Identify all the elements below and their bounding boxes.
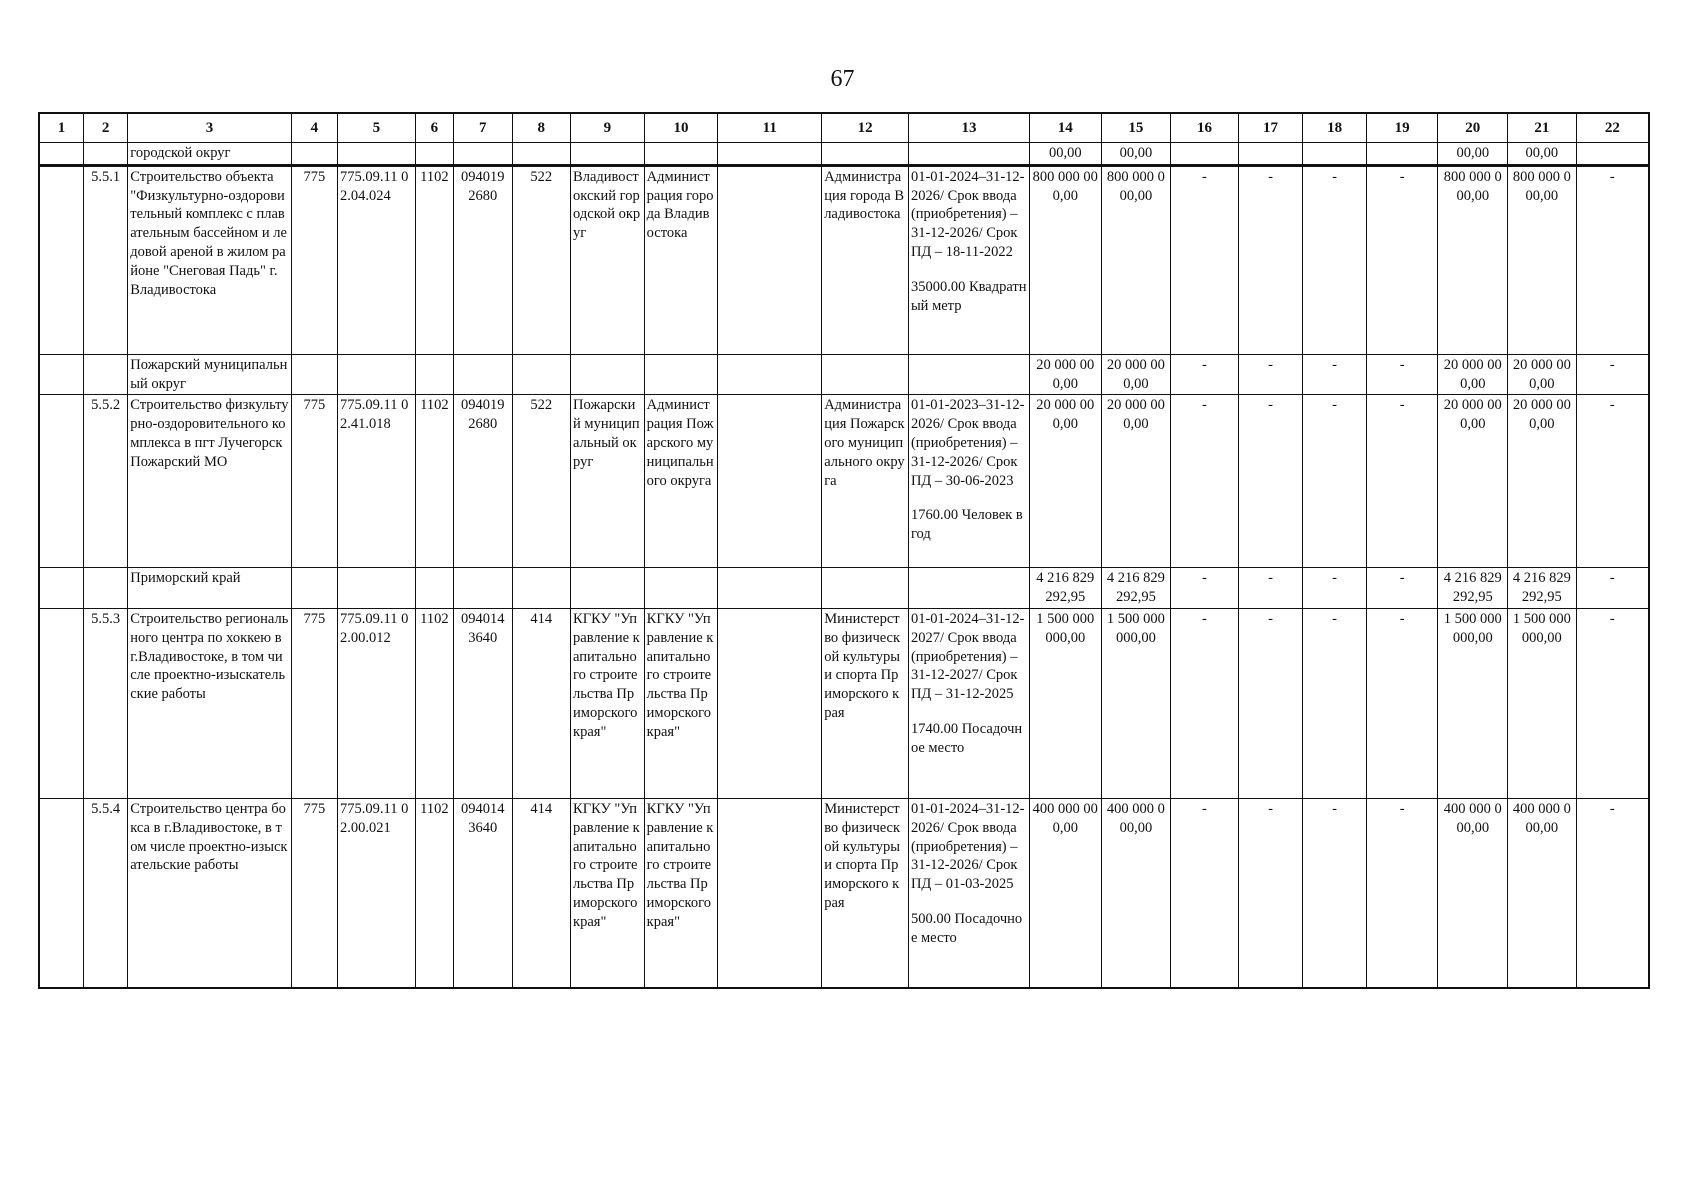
cell-col-16: - bbox=[1171, 354, 1239, 395]
cell-col-21: 800 000 000,00 bbox=[1508, 165, 1577, 354]
cell-col-9: Владивостокский городской округ bbox=[571, 165, 645, 354]
column-header-9: 9 bbox=[571, 113, 645, 143]
cell-col-17: - bbox=[1238, 798, 1303, 988]
cell-col-22: - bbox=[1576, 798, 1649, 988]
cell-col-9 bbox=[571, 143, 645, 166]
cell-col-9: КГКУ "Управление капитального строительства Приморского края" bbox=[571, 608, 645, 798]
cell-col-8 bbox=[512, 143, 571, 166]
cell-col-15: 20 000 000,00 bbox=[1101, 354, 1171, 395]
cell-col-10 bbox=[644, 354, 718, 395]
cell-col-5: 775.09.11 02.00.012 bbox=[338, 608, 416, 798]
cell-col-16: - bbox=[1171, 165, 1239, 354]
cell-col-21: 00,00 bbox=[1508, 143, 1577, 166]
column-header-1: 1 bbox=[39, 113, 83, 143]
cell-col-1 bbox=[39, 608, 83, 798]
cell-col-21: 20 000 000,00 bbox=[1508, 395, 1577, 568]
cell-col-22: - bbox=[1576, 354, 1649, 395]
cell-col-3: Строительство физкультурно-оздоровительного комплекса в пгт Лучегорск Пожарский МО bbox=[128, 395, 291, 568]
cell-col-16: - bbox=[1171, 608, 1239, 798]
spacer bbox=[911, 490, 1027, 506]
cell-col-9 bbox=[571, 568, 645, 609]
cell-col-19: - bbox=[1366, 165, 1438, 354]
cell-col-5: 775.09.11 02.41.018 bbox=[338, 395, 416, 568]
cell-col-21: 400 000 000,00 bbox=[1508, 798, 1577, 988]
cell-col-19 bbox=[1366, 143, 1438, 166]
subtotal-row bbox=[39, 143, 1649, 166]
cell-col-15: 00,00 bbox=[1101, 143, 1171, 166]
cell-col-17: - bbox=[1238, 165, 1303, 354]
cell-col-18: - bbox=[1303, 165, 1367, 354]
subtotal-row bbox=[39, 568, 1649, 609]
cell-col-4 bbox=[291, 354, 337, 395]
table-row bbox=[39, 798, 1649, 988]
column-header-14: 14 bbox=[1029, 113, 1101, 143]
cell-col-6: 1102 bbox=[415, 165, 453, 354]
cell-col-3: Строительство объекта "Физкультурно-оздоровительный комплекс с плавательным бассейном и ледовой ареной в жилом районе "Снеговая Падь" г. Владивостока bbox=[128, 165, 291, 354]
table-row bbox=[39, 608, 1649, 798]
cell-col-12: Министерство физической культуры и спорта Приморского края bbox=[822, 798, 909, 988]
cell-col-7: 094014 3640 bbox=[454, 798, 513, 988]
cell-col-14: 400 000 000,00 bbox=[1029, 798, 1101, 988]
cell-col-1 bbox=[39, 798, 83, 988]
cell-col-6 bbox=[415, 143, 453, 166]
cell-col-22 bbox=[1576, 143, 1649, 166]
cell-col-12: Администрация города Владивостока bbox=[822, 165, 909, 354]
cell-col-10 bbox=[644, 568, 718, 609]
cell-col-4 bbox=[291, 568, 337, 609]
cell-col-14: 800 000 000,00 bbox=[1029, 165, 1101, 354]
cell-col-18 bbox=[1303, 143, 1367, 166]
column-header-2: 2 bbox=[83, 113, 127, 143]
cell-col-7 bbox=[454, 354, 513, 395]
cell-col-10: Администрация города Владивостока bbox=[644, 165, 718, 354]
cell-col-19: - bbox=[1366, 608, 1438, 798]
cell-col-12: Администрация Пожарского муниципального округа bbox=[822, 395, 909, 568]
cell-col-14: 00,00 bbox=[1029, 143, 1101, 166]
cell-col-15: 1 500 000 000,00 bbox=[1101, 608, 1171, 798]
cell-col-20: 400 000 000,00 bbox=[1438, 798, 1508, 988]
cell-col-8 bbox=[512, 568, 571, 609]
cell-col-1 bbox=[39, 354, 83, 395]
cell-col-15: 4 216 829 292,95 bbox=[1101, 568, 1171, 609]
column-header-4: 4 bbox=[291, 113, 337, 143]
cell-col-18: - bbox=[1303, 354, 1367, 395]
column-header-11: 11 bbox=[718, 113, 822, 143]
column-header-16: 16 bbox=[1171, 113, 1239, 143]
column-header-12: 12 bbox=[822, 113, 909, 143]
cell-col-5: 775.09.11 02.00.021 bbox=[338, 798, 416, 988]
cell-col-1 bbox=[39, 395, 83, 568]
cell-col-22: - bbox=[1576, 608, 1649, 798]
cell-col-20: 1 500 000 000,00 bbox=[1438, 608, 1508, 798]
column-header-19: 19 bbox=[1366, 113, 1438, 143]
cell-col-11 bbox=[718, 568, 822, 609]
cell-col-13 bbox=[908, 354, 1029, 395]
cell-col-9: КГКУ "Управление капитального строительства Приморского края" bbox=[571, 798, 645, 988]
cell-col-2 bbox=[83, 568, 127, 609]
cell-col-2: 5.5.1 bbox=[83, 165, 127, 354]
cell-col-19: - bbox=[1366, 798, 1438, 988]
cell-col-5: 775.09.11 02.04.024 bbox=[338, 165, 416, 354]
cell-col-14: 20 000 000,00 bbox=[1029, 354, 1101, 395]
cell-col-11 bbox=[718, 165, 822, 354]
cell-col-22: - bbox=[1576, 395, 1649, 568]
cell-col-11 bbox=[718, 798, 822, 988]
capacity-text: 1760.00 Человек в год bbox=[910, 507, 1023, 543]
column-header-20: 20 bbox=[1438, 113, 1508, 143]
cell-col-13 bbox=[908, 798, 1029, 988]
cell-col-6: 1102 bbox=[415, 395, 453, 568]
cell-col-17 bbox=[1238, 143, 1303, 166]
cell-col-20: 800 000 000,00 bbox=[1438, 165, 1508, 354]
column-header-7: 7 bbox=[454, 113, 513, 143]
cell-col-20: 00,00 bbox=[1438, 143, 1508, 166]
cell-col-12 bbox=[822, 354, 909, 395]
table-row bbox=[39, 165, 1649, 354]
cell-col-4: 775 bbox=[291, 395, 337, 568]
cell-col-15: 20 000 000,00 bbox=[1101, 395, 1171, 568]
cell-col-2 bbox=[83, 354, 127, 395]
cell-col-17: - bbox=[1238, 568, 1303, 609]
cell-col-11 bbox=[718, 354, 822, 395]
column-header-3: 3 bbox=[128, 113, 291, 143]
column-header-22: 22 bbox=[1576, 113, 1649, 143]
column-header-15: 15 bbox=[1101, 113, 1171, 143]
cell-col-8: 522 bbox=[512, 395, 571, 568]
column-header-6: 6 bbox=[415, 113, 453, 143]
cell-col-2 bbox=[83, 143, 127, 166]
cell-col-18: - bbox=[1303, 568, 1367, 609]
cell-col-17: - bbox=[1238, 354, 1303, 395]
schedule-text: 01-01-2023–31-12-2026/ Срок ввода (приобретения) – 31-12-2026/ Срок ПД – 30-06-2023 bbox=[910, 397, 1025, 489]
cell-col-8: 414 bbox=[512, 608, 571, 798]
cell-col-17: - bbox=[1238, 608, 1303, 798]
cell-col-19: - bbox=[1366, 568, 1438, 609]
page-number: 67 bbox=[830, 66, 855, 92]
cell-col-9 bbox=[571, 354, 645, 395]
cell-col-2: 5.5.4 bbox=[83, 798, 127, 988]
column-header-17: 17 bbox=[1238, 113, 1303, 143]
cell-col-18: - bbox=[1303, 798, 1367, 988]
cell-col-1 bbox=[39, 568, 83, 609]
schedule-text: 01-01-2024–31-12-2026/ Срок ввода (приобретения) – 31-12-2026/ Срок ПД – 18-11-2022 bbox=[910, 168, 1025, 260]
cell-col-20: 20 000 000,00 bbox=[1438, 395, 1508, 568]
subtotal-row bbox=[39, 354, 1649, 395]
cell-col-20: 20 000 000,00 bbox=[1438, 354, 1508, 395]
header-row bbox=[39, 113, 1649, 143]
table-row bbox=[39, 395, 1649, 568]
cell-col-7: 094014 3640 bbox=[454, 608, 513, 798]
cell-col-22: - bbox=[1576, 165, 1649, 354]
cell-col-3: Приморский край bbox=[128, 568, 291, 609]
column-header-5: 5 bbox=[338, 113, 416, 143]
cell-col-16 bbox=[1171, 143, 1239, 166]
cell-col-6: 1102 bbox=[415, 798, 453, 988]
spacer bbox=[911, 894, 1027, 910]
cell-col-7 bbox=[454, 143, 513, 166]
cell-col-14: 1 500 000 000,00 bbox=[1029, 608, 1101, 798]
cell-col-18: - bbox=[1303, 395, 1367, 568]
cell-col-7: 094019 2680 bbox=[454, 395, 513, 568]
cell-col-3: Пожарский муниципальный округ bbox=[128, 354, 291, 395]
spacer bbox=[911, 262, 1027, 278]
cell-col-4: 775 bbox=[291, 165, 337, 354]
cell-col-19: - bbox=[1366, 354, 1438, 395]
cell-col-15: 400 000 000,00 bbox=[1101, 798, 1171, 988]
cell-col-19: - bbox=[1366, 395, 1438, 568]
cell-col-8: 522 bbox=[512, 165, 571, 354]
cell-col-13 bbox=[908, 568, 1029, 609]
cell-col-13 bbox=[908, 395, 1029, 568]
cell-col-22: - bbox=[1576, 568, 1649, 609]
column-header-10: 10 bbox=[644, 113, 718, 143]
cell-col-18: - bbox=[1303, 608, 1367, 798]
cell-col-3: городской округ bbox=[128, 143, 291, 166]
cell-col-6 bbox=[415, 568, 453, 609]
cell-col-14: 20 000 000,00 bbox=[1029, 395, 1101, 568]
cell-col-10: КГКУ "Управление капитального строительства Приморского края" bbox=[644, 608, 718, 798]
cell-col-6: 1102 bbox=[415, 608, 453, 798]
cell-col-3: Строительство центра бокса в г.Владивостоке, в том числе проектно-изыскательские работы bbox=[128, 798, 291, 988]
cell-col-5 bbox=[338, 143, 416, 166]
cell-col-2: 5.5.2 bbox=[83, 395, 127, 568]
cell-col-12 bbox=[822, 143, 909, 166]
cell-col-9: Пожарский муниципальный округ bbox=[571, 395, 645, 568]
cell-col-8: 414 bbox=[512, 798, 571, 988]
cell-col-10: Администрация Пожарского муниципального округа bbox=[644, 395, 718, 568]
capacity-text: 500.00 Посадочное место bbox=[910, 910, 1023, 946]
cell-col-13 bbox=[908, 608, 1029, 798]
cell-col-14: 4 216 829 292,95 bbox=[1029, 568, 1101, 609]
cell-col-7: 094019 2680 bbox=[454, 165, 513, 354]
cell-col-7 bbox=[454, 568, 513, 609]
cell-col-20: 4 216 829 292,95 bbox=[1438, 568, 1508, 609]
cell-col-5 bbox=[338, 568, 416, 609]
capacity-text: 1740.00 Посадочное место bbox=[910, 720, 1023, 756]
column-header-13: 13 bbox=[908, 113, 1029, 143]
cell-col-4: 775 bbox=[291, 798, 337, 988]
cell-col-17: - bbox=[1238, 395, 1303, 568]
cell-col-12: Министерство физической культуры и спорта Приморского края bbox=[822, 608, 909, 798]
schedule-text: 01-01-2024–31-12-2027/ Срок ввода (приобретения) – 31-12-2027/ Срок ПД – 31-12-2025 bbox=[910, 610, 1025, 703]
cell-col-8 bbox=[512, 354, 571, 395]
cell-col-11 bbox=[718, 143, 822, 166]
cell-col-3: Строительство регионального центра по хоккею в г.Владивостоке, в том числе проектно-изыскательские работы bbox=[128, 608, 291, 798]
cell-col-21: 1 500 000 000,00 bbox=[1508, 608, 1577, 798]
cell-col-16: - bbox=[1171, 568, 1239, 609]
cell-col-1 bbox=[39, 143, 83, 166]
cell-col-6 bbox=[415, 354, 453, 395]
cell-col-4 bbox=[291, 143, 337, 166]
cell-col-13 bbox=[908, 143, 1029, 166]
cell-col-13 bbox=[908, 165, 1029, 354]
cell-col-5 bbox=[338, 354, 416, 395]
column-header-8: 8 bbox=[512, 113, 571, 143]
column-header-18: 18 bbox=[1303, 113, 1367, 143]
cell-col-21: 20 000 000,00 bbox=[1508, 354, 1577, 395]
column-header-21: 21 bbox=[1508, 113, 1577, 143]
cell-col-4: 775 bbox=[291, 608, 337, 798]
cell-col-1 bbox=[39, 165, 83, 354]
spacer bbox=[911, 704, 1027, 720]
capacity-text: 35000.00 Квадратный метр bbox=[910, 278, 1027, 314]
schedule-text: 01-01-2024–31-12-2026/ Срок ввода (приобретения) – 31-12-2026/ Срок ПД – 01-03-2025 bbox=[910, 800, 1025, 893]
cell-col-16: - bbox=[1171, 395, 1239, 568]
cell-col-11 bbox=[718, 608, 822, 798]
cell-col-11 bbox=[718, 395, 822, 568]
cell-col-21: 4 216 829 292,95 bbox=[1508, 568, 1577, 609]
cell-col-12 bbox=[822, 568, 909, 609]
cell-col-15: 800 000 000,00 bbox=[1101, 165, 1171, 354]
cell-col-2: 5.5.3 bbox=[83, 608, 127, 798]
program-table bbox=[38, 112, 1650, 989]
cell-col-16: - bbox=[1171, 798, 1239, 988]
cell-col-10: КГКУ "Управление капитального строительства Приморского края" bbox=[644, 798, 718, 988]
cell-col-10 bbox=[644, 143, 718, 166]
